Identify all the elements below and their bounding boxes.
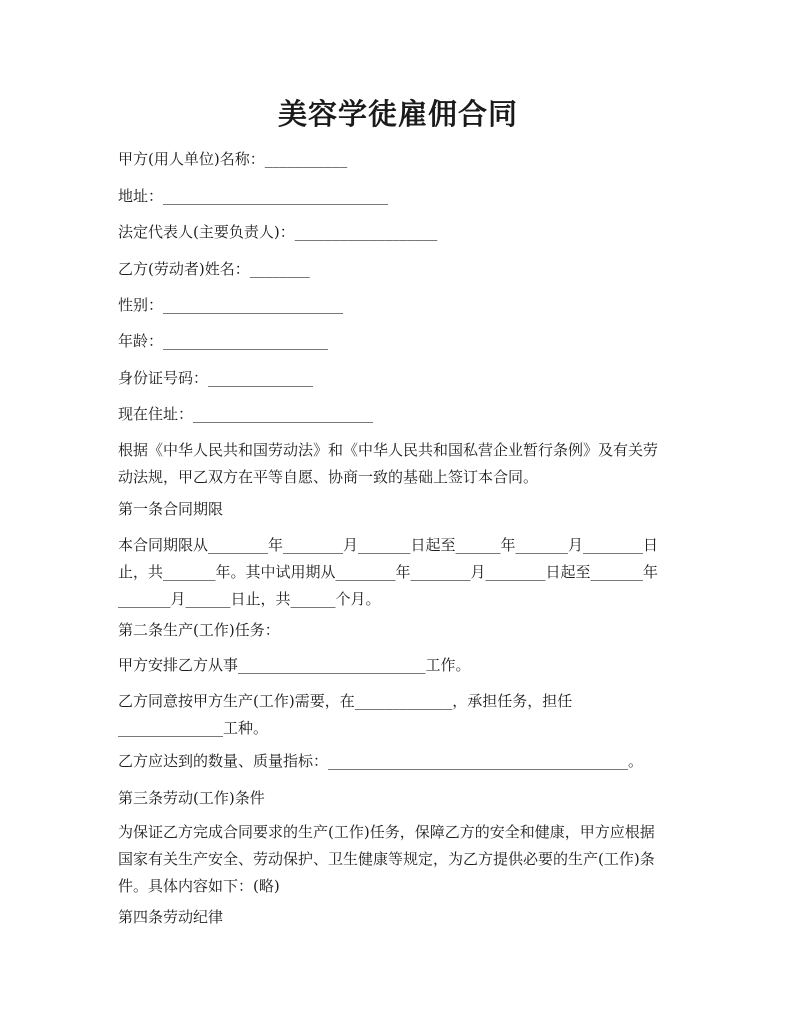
field-party-b-name: 乙方(劳动者)姓名：________ [118,260,310,278]
article-1-line: 本合同期限从________年________月_______日起至______年_______月________日 [118,536,659,554]
article-2-task: 甲方安排乙方从事_________________________工作。 [118,656,471,674]
article-1-line: _______月______日止，共______个月。 [118,590,381,608]
preamble-line: 动法规，甲乙双方在平等自愿、协商一致的基础上签订本合同。 [118,468,539,486]
article-1-paragraph [118,532,684,613]
preamble-line: 根据《中华人民共和国劳动法》和《中华人民共和国私营企业暂行条例》及有关劳 [118,441,659,459]
article-3-line: 国家有关生产安全、劳动保护、卫生健康等规定，为乙方提供必要的生产(工作)条 [118,850,655,868]
article-3-line: 为保证乙方完成合同要求的生产(工作)任务，保障乙方的安全和健康，甲方应根据 [118,823,655,841]
article-1-heading: 第一条合同期限 [118,500,224,518]
field-age: 年龄：______________________ [118,332,329,350]
preamble-paragraph [118,437,684,491]
article-3-line: 件。具体内容如下：(略) [118,877,280,895]
field-address: 地址：______________________________ [118,187,389,205]
article-2-agreement-line: 乙方同意按甲方生产(工作)需要，在_____________，承担任务，担任 [118,692,573,710]
article-3-paragraph [118,819,684,900]
article-2-heading: 第二条生产(工作)任务： [118,621,280,639]
document-title: 美容学徒雇佣合同 [277,97,518,131]
article-1-line: 止，共_______年。其中试用期从________年________月________日起至_______年 [118,563,659,581]
article-4-heading: 第四条劳动纪律 [118,908,224,926]
field-id-number: 身份证号码：______________ [118,369,314,387]
field-legal-representative: 法定代表人(主要负责人)：___________________ [118,223,438,241]
article-3-heading: 第三条劳动(工作)条件 [118,789,265,807]
field-gender: 性别：________________________ [118,296,344,314]
field-party-a-name: 甲方(用人单位)名称：___________ [118,150,348,168]
article-2-indicators: 乙方应达到的数量、质量指标：________________________________________。 [118,752,644,770]
article-2-agreement [118,688,684,742]
field-residence: 现在住址：________________________ [118,405,374,423]
article-2-agreement-line: ______________工种。 [118,719,269,737]
